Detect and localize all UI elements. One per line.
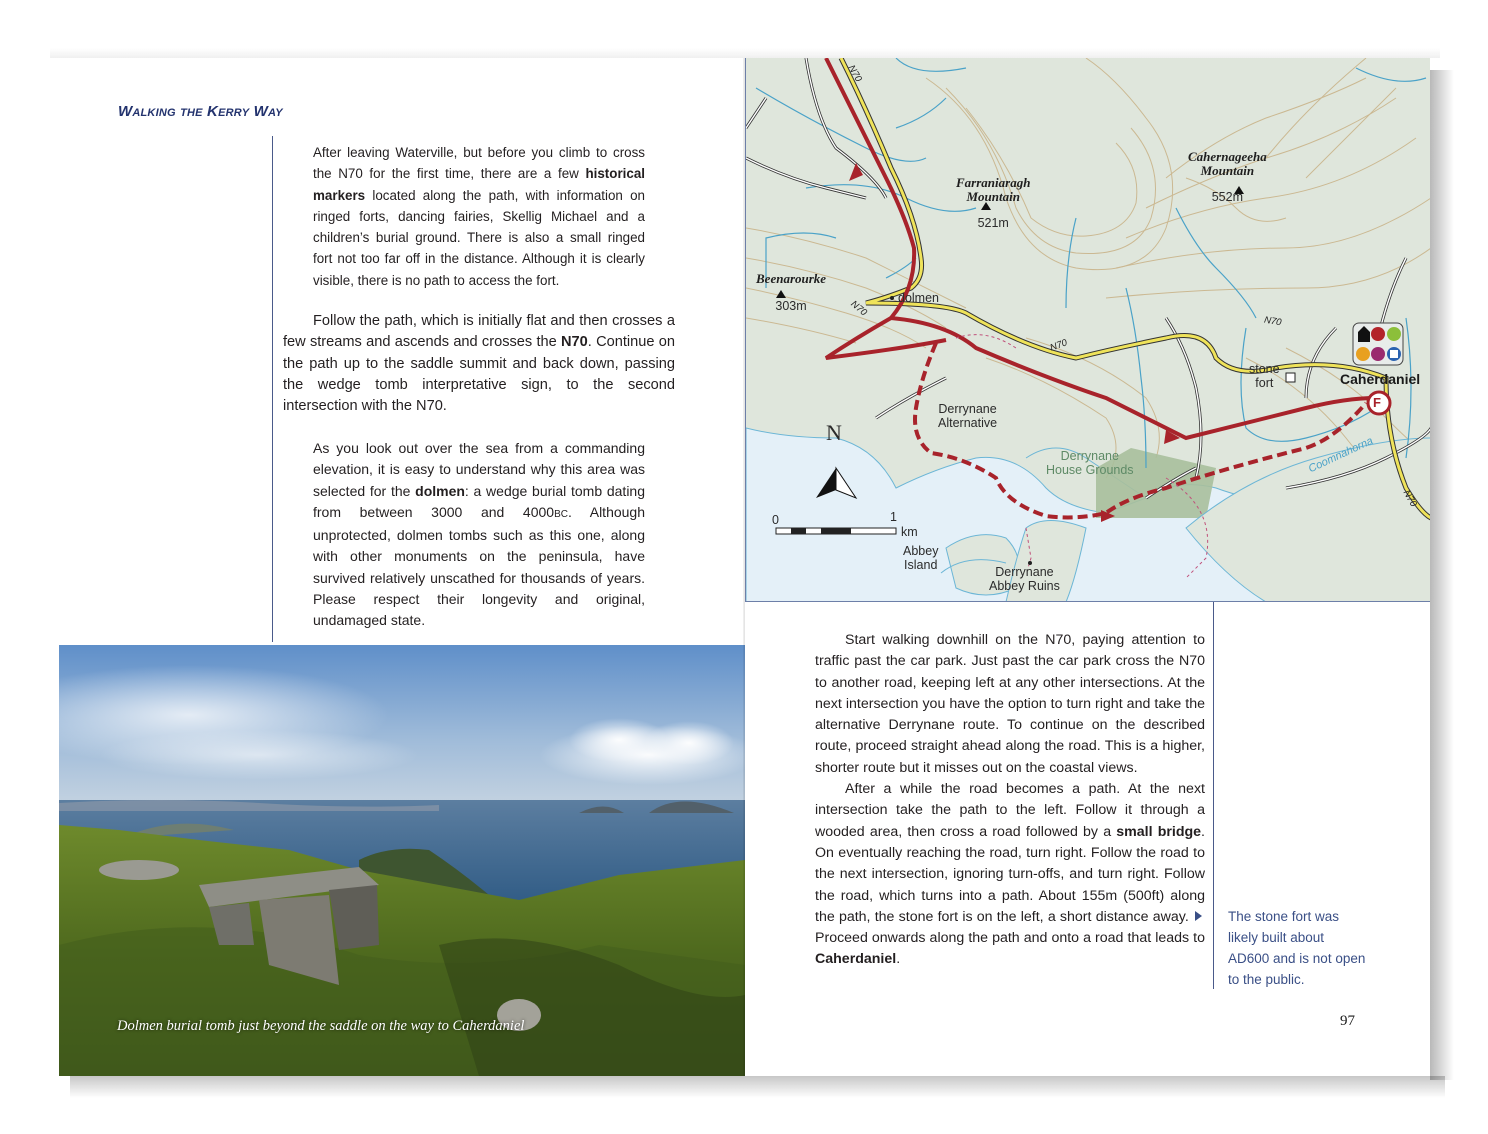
text: .: [896, 951, 901, 968]
road-label-n70: N70: [1263, 314, 1283, 329]
page-shadow-right: [1430, 70, 1454, 1080]
text: After a while the road becomes a path. At the next intersection take the path to the left. Follow it through a wooded area, then cross a road followed by a: [815, 781, 1205, 840]
fort-marker-letter: F: [1373, 395, 1381, 410]
paragraph-historical-markers: [313, 142, 645, 291]
peak-elevation: 552m: [1211, 190, 1243, 204]
paragraph-follow-path: [283, 311, 675, 417]
peak-name: Beenarourke: [756, 271, 827, 286]
bold-term: Caherdaniel: [815, 951, 897, 968]
paragraph-road-becomes-path: [815, 779, 1205, 971]
road-label-n70: N70: [848, 298, 869, 319]
left-page: [59, 58, 745, 1076]
text: . On eventually reaching the road, turn right. Follow the road to the next intersection, ignoring turn-offs, and turn right. Follow the road, which turns into a path. About 155m (500ft) along the path, the stone fort is on the left, a short distance away.: [815, 823, 1205, 925]
peak-name: Cahernageeha: [1188, 149, 1267, 164]
label-derrynane-abbey-ruins: [989, 565, 1060, 593]
label-text: Derrynane: [1060, 449, 1119, 463]
map-graphic: [746, 58, 1430, 602]
label-text: stone: [1249, 362, 1280, 376]
label-caherdaniel: Caherdaniel: [1340, 371, 1421, 387]
photo-caption: Dolmen burial tomb just beyond the saddle on the way to Caherdaniel: [117, 1018, 525, 1034]
sidenote-stone-fort: The stone fort was likely built about AD600 and is not open to the public.: [1228, 909, 1366, 987]
landscape-photo-graphic: [59, 645, 745, 1076]
peak-elevation: 521m: [977, 216, 1009, 230]
bold-term: historical markers: [313, 166, 645, 203]
label-dolmen: dolmen: [898, 291, 939, 305]
book-spread: [59, 58, 1430, 1076]
label-text: Island: [904, 558, 938, 572]
page-shadow-top: [50, 48, 1440, 58]
text: Follow the path, which is initially flat and then crosses a few streams and ascends and crosses the: [283, 313, 675, 351]
bold-term: N70: [561, 334, 588, 351]
route-map: [745, 58, 1430, 602]
text: located along the path, with information on ringed forts, dancing fairies, Skellig Michael and a children’s burial ground. There is also a small ringed fort not too far off in the distance. Although it is clearly visible, there is no path to access the fort.: [313, 187, 645, 288]
text: After leaving Waterville, but before you climb to cross the N70 for the first time, there are a few: [313, 145, 645, 182]
bold-term: dolmen: [415, 482, 465, 499]
sidenote-pointer-icon: [1195, 911, 1202, 921]
road-label-n70: N70: [1400, 488, 1419, 509]
page-number: 97: [1340, 1013, 1355, 1029]
peak-beenarourke: [756, 272, 826, 313]
peak-elevation: 303m: [775, 299, 807, 313]
small-caps-era: BC: [554, 508, 568, 520]
right-body-text: [815, 630, 1205, 971]
peak-name: Mountain: [966, 189, 1020, 204]
peak-farraniaragh: [956, 176, 1030, 230]
scale-start: 0: [772, 513, 779, 527]
running-head: Walking the Kerry Way: [118, 103, 283, 120]
text: . Continue on the path up to the saddle summit and back down, passing the wedge tomb interpretative sign, to the second intersection with the N70.: [283, 334, 675, 415]
label-stone-fort: [1249, 362, 1280, 390]
scale-unit: km: [901, 525, 918, 539]
margin-rule: [1213, 602, 1214, 989]
label-text: Alternative: [938, 416, 998, 430]
label-abbey-island: [903, 544, 938, 572]
page-shadow-bottom: [70, 1076, 1445, 1098]
label-derrynane-house-grounds: [1046, 449, 1134, 477]
text: As you look out over the sea from a commanding elevation, it is easy to understand why this area was selected for the: [313, 440, 645, 499]
scale-end: 1: [890, 510, 897, 524]
paragraph-dolmen: [313, 438, 645, 632]
north-label: N: [826, 420, 842, 445]
peak-cahernageeha: [1188, 150, 1267, 204]
road-label-n70: N70: [1048, 337, 1069, 354]
peak-name: Mountain: [1200, 163, 1255, 178]
text: : a wedge burial tomb dating from between 3000 and 4000: [313, 482, 645, 520]
label-text: Derrynane: [938, 402, 997, 416]
label-river: Coomnahorna: [1306, 434, 1375, 476]
peak-name: Farraniaragh: [956, 175, 1031, 190]
label-text: Abbey Ruins: [989, 579, 1060, 593]
dolmen-photo: [59, 645, 745, 1076]
bold-term: small bridge: [1116, 823, 1202, 840]
text: . Although unprotected, dolmen tombs such as this one, along with other monuments on the peninsula, have survived relatively unscathed for thousands of years. Please respect their longevity and original, undamaged state.: [313, 503, 645, 629]
margin-rule: [272, 136, 273, 642]
road-label-n70: N70: [845, 63, 864, 84]
paragraph-start-walking: Start walking downhill on the N70, paying attention to traffic past the car park. Just past the car park cross the N70 to another road, keeping left at any other intersections. At the next intersection you have the option to turn right and take the alternative Derrynane route. To continue on the described route, proceed straight ahead along the road. This is a higher, shorter route but it misses out on the coastal views.: [815, 632, 1205, 776]
text: Proceed onwards along the path and onto a road that leads to: [815, 930, 1205, 947]
right-page: [745, 58, 1430, 1076]
label-derrynane-alternative: [938, 402, 997, 430]
label-text: fort: [1255, 376, 1274, 390]
label-text: Abbey: [903, 544, 939, 558]
label-text: House Grounds: [1046, 463, 1134, 477]
label-text: Derrynane: [995, 565, 1054, 579]
